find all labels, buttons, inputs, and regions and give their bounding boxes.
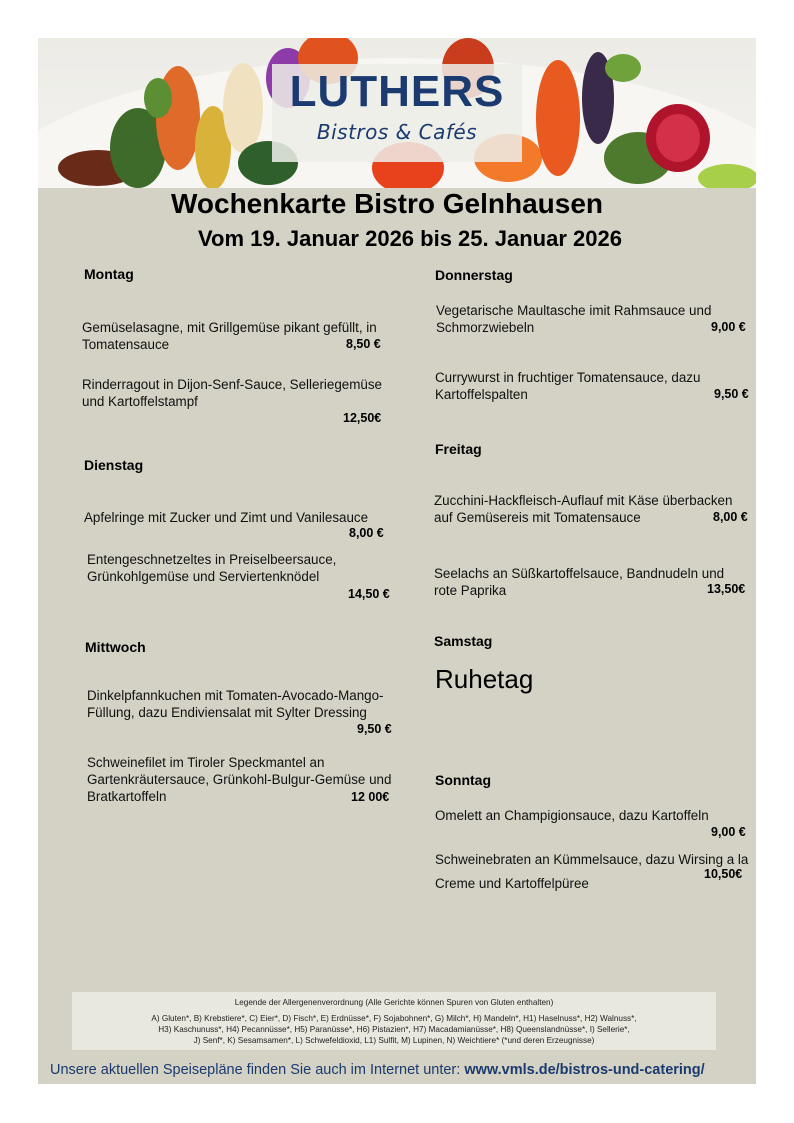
header-banner <box>38 38 756 188</box>
day-heading-sonntag: Sonntag <box>435 772 491 788</box>
dish-text: Apfelringe mit Zucker und Zimt und Vanilesauce <box>84 510 369 525</box>
day-heading-samstag: Samstag <box>434 633 493 649</box>
day-heading-dienstag: Dienstag <box>84 457 144 473</box>
dish-price: 14,50 € <box>348 587 390 601</box>
day-heading-montag: Montag <box>84 266 134 282</box>
dish-text: Zucchini-Hackfleisch-Auflauf mit Käse überbacken auf Gemüsereis mit Tomatensauce <box>434 493 733 525</box>
dish-price: 8,00 € <box>713 510 748 524</box>
dish-price: 13,50€ <box>707 582 746 596</box>
website-link[interactable]: www.vmls.de/bistros-und-catering/ <box>464 1062 705 1078</box>
dish-price: 10,50€ <box>704 867 743 881</box>
dish-text: Currywurst in fruchtiger Tomatensauce, dazu Kartoffelspalten <box>435 370 701 402</box>
date-range: Vom 19. Januar 2026 bis 25. Januar 2026 <box>198 226 622 251</box>
logo <box>272 64 522 162</box>
footer-note <box>50 1062 705 1078</box>
dish-price: 8,50 € <box>346 337 381 351</box>
dish-price: 8,00 € <box>349 526 384 540</box>
dish-price: 9,50 € <box>357 722 392 736</box>
dish-price: 9,00 € <box>711 320 746 334</box>
logo-tagline: Bistros & Cafés <box>316 120 478 144</box>
day-heading-freitag: Freitag <box>435 441 482 457</box>
legend-line: A) Gluten*, B) Krebstiere*, C) Eier*, D) Fisch*, E) Erdnüsse*, F) Sojabohnen*, G) Milch*, H) Mandeln*, H1) Haselnuss*, H2) Walnuss*, <box>151 1014 637 1023</box>
legend-title: Legende der Allergenenverordnung (Alle Gerichte können Spuren von Gluten enthalten) <box>234 998 554 1007</box>
day-heading-donnerstag: Donnerstag <box>435 267 513 283</box>
dish-text: Schweinefilet im Tiroler Speckmantel an Gartenkräutersauce, Grünkohl-Bulgur-Gemüse und Bratkartoffeln <box>87 755 392 804</box>
dish-price: 12,50€ <box>343 411 382 425</box>
dish-text: Rinderragout in Dijon-Senf-Sauce, Selleriegemüse und Kartoffelstampf <box>82 377 382 409</box>
page-title: Wochenkarte Bistro Gelnhausen <box>170 188 604 219</box>
dish-price: 9,00 € <box>711 825 746 839</box>
closed-note: Ruhetag <box>435 664 534 694</box>
dish-text: Gemüselasagne, mit Grillgemüse pikant gefüllt, in Tomatensauce <box>82 320 377 352</box>
legend-line: H3) Kaschunuss*, H4) Pecannüsse*, H5) Paranüsse*, H6) Pistazien*, H7) Macadamianüsse*, H8) Queenslandnüsse*, I) Sellerie*, <box>158 1025 630 1034</box>
dish-text: Vegetarische Maultasche imit Rahmsauce und Schmorzwiebeln <box>436 303 712 335</box>
legend-line: J) Senf*, K) Sesamsamen*, L) Schwefeldioxid, L1) Sulfit, M) Lupinen, N) Weichtiere* (*und deren Erzeugnisse) <box>193 1036 595 1045</box>
logo-wordmark: LUTHERS <box>289 67 505 116</box>
dish-text: Schweinebraten an Kümmelsauce, dazu Wirsing a la Creme und Kartoffelpüree <box>435 852 749 891</box>
day-heading-mittwoch: Mittwoch <box>85 639 146 655</box>
dish-price: 12 00€ <box>351 790 390 804</box>
dish-price: 9,50 € <box>714 387 749 401</box>
dish-text: Entengeschnetzeltes in Preiselbeersauce, Grünkohlgemüse und Serviertenknödel <box>87 552 337 584</box>
dish-text: Omelett an Champigionsauce, dazu Kartoffeln <box>435 808 709 823</box>
footer-text: Unsere aktuellen Speisepläne finden Sie auch im Internet unter: <box>50 1062 465 1078</box>
allergen-legend <box>72 992 716 1050</box>
dish-text: Seelachs an Süßkartoffelsauce, Bandnudeln und rote Paprika <box>434 566 725 598</box>
dish-text: Dinkelpfannkuchen mit Tomaten-Avocado-Mango-Füllung, dazu Endiviensalat mit Sylter Dressing <box>87 688 384 720</box>
